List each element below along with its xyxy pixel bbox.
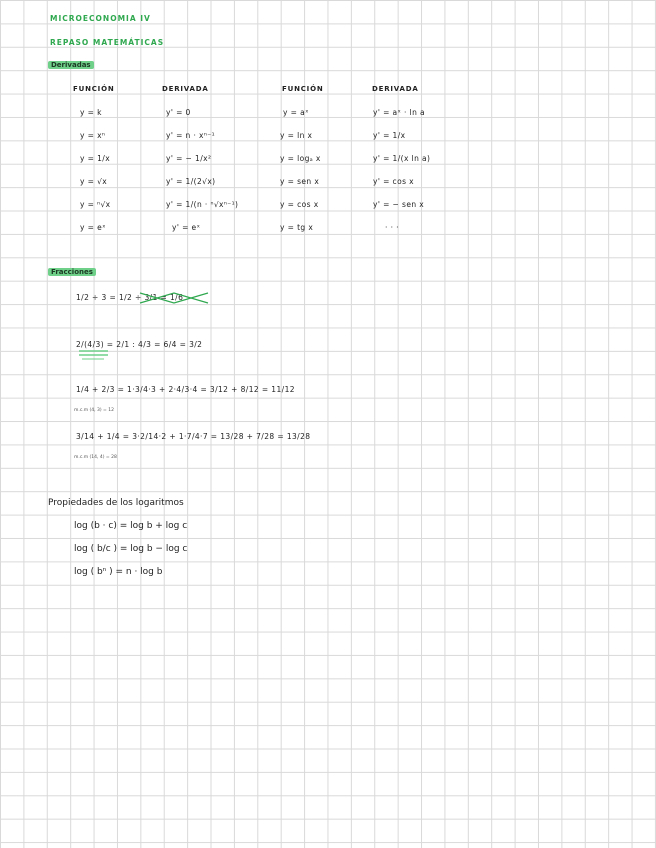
logarithm-property-2: log ( bⁿ ) = n · log b	[74, 567, 163, 577]
deriv-left-f-4: y = ⁿ√x	[80, 200, 111, 209]
header-derivada-1: DERIVADA	[162, 85, 209, 93]
deriv-left-f-0: y = k	[80, 108, 102, 117]
deriv-left-f-5: y = eˣ	[80, 223, 106, 232]
deriv-left-d-4: y' = 1/(n · ⁿ√xⁿ⁻¹)	[166, 200, 239, 209]
logarithm-property-0: log (b · c) = log b + log c	[74, 521, 188, 531]
fraction-line-2: 1/4 + 2/3 = 1·3/4·3 + 2·4/3·4 = 3/12 + 8/12 = 11/12	[76, 385, 295, 394]
fraction-line-0: 1/2 ÷ 3 = 1/2 ÷ 3/1 = 1/6	[76, 293, 184, 302]
fraction-underline-marks	[78, 348, 112, 362]
deriv-left-f-2: y = 1/x	[80, 154, 111, 163]
section-derivadas-label: Derivadas	[48, 61, 94, 69]
deriv-right-d-4: y' = − sen x	[373, 200, 425, 209]
logarithm-properties-title: Propiedades de los logaritmos	[48, 498, 184, 508]
page-title: MICROECONOMIA IV	[50, 14, 151, 23]
deriv-right-d-5: · · ·	[385, 223, 399, 232]
fraction-note-1: m.c.m (14, 4) = 28	[74, 455, 117, 460]
section-fracciones-label: Fracciones	[48, 268, 96, 276]
deriv-left-d-3: y' = 1/(2√x)	[166, 177, 216, 186]
deriv-right-d-0: y' = aˣ · ln a	[373, 108, 426, 117]
logarithm-property-1: log ( b/c ) = log b − log c	[74, 544, 188, 554]
deriv-left-d-0: y' = 0	[166, 108, 191, 117]
header-funcion-1: FUNCIÓN	[73, 85, 115, 93]
fraction-line-3: 3/14 + 1/4 = 3·2/14·2 + 1·7/4·7 = 13/28 + 7/28 = 13/28	[76, 432, 311, 441]
fraction-line-1: 2/(4/3) = 2/1 : 4/3 = 6/4 = 3/2	[76, 340, 203, 349]
deriv-right-f-0: y = aˣ	[283, 108, 309, 117]
deriv-right-f-2: y = logₐ x	[280, 154, 321, 163]
deriv-right-f-1: y = ln x	[280, 131, 313, 140]
fraction-note-0: m.c.m (4, 3) = 12	[74, 408, 114, 413]
deriv-right-f-5: y = tg x	[280, 223, 314, 232]
deriv-right-d-2: y' = 1/(x ln a)	[373, 154, 431, 163]
header-derivada-2: DERIVADA	[372, 85, 419, 93]
deriv-left-f-3: y = √x	[80, 177, 108, 186]
header-funcion-2: FUNCIÓN	[282, 85, 324, 93]
page-subtitle: REPASO MATEMÁTICAS	[50, 38, 165, 47]
deriv-right-d-1: y' = 1/x	[373, 131, 406, 140]
deriv-right-d-3: y' = cos x	[373, 177, 414, 186]
deriv-left-f-1: y = xⁿ	[80, 131, 106, 140]
deriv-left-d-2: y' = − 1/x²	[166, 154, 212, 163]
deriv-left-d-1: y' = n · xⁿ⁻¹	[166, 131, 216, 140]
deriv-left-d-5: y' = eˣ	[172, 223, 201, 232]
deriv-right-f-3: y = sen x	[280, 177, 320, 186]
deriv-right-f-4: y = cos x	[280, 200, 319, 209]
cross-multiply-arrows	[138, 290, 212, 306]
